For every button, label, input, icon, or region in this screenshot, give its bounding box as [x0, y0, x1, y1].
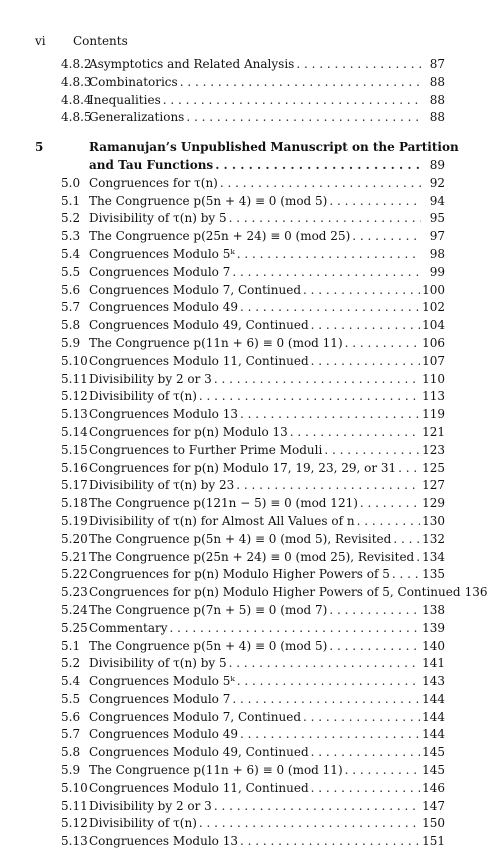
toc-entry: [35, 602, 445, 620]
toc-entry: [35, 56, 445, 74]
entry-title: The Congruence p(25n + 24) ≡ 0 (mod 25): [89, 229, 351, 244]
entry-number: 5.20: [61, 531, 88, 546]
entry-number: 5.8: [61, 318, 81, 333]
entry-title: The Congruence p(5n + 4) ≡ 0 (mod 5), Revisited: [89, 531, 392, 546]
table-of-contents: [35, 56, 488, 851]
toc-entry: [35, 371, 445, 389]
entry-page: 87: [429, 57, 445, 71]
toc-entry: [35, 566, 445, 584]
dot-leader: [324, 442, 420, 460]
toc-entry: [35, 513, 445, 531]
dot-leader: [237, 673, 420, 691]
entry-number: 5.7: [61, 300, 81, 315]
entry-number: 5.19: [61, 513, 88, 528]
entry-title: Congruences Modulo 49: [89, 300, 238, 315]
dot-leader: [416, 549, 420, 567]
dot-leader: [236, 477, 420, 495]
entry-title: Generalizations: [89, 110, 185, 125]
dot-leader: [186, 109, 421, 127]
entry-title: Congruences Modulo 49, Continued: [89, 318, 309, 333]
dot-leader: [220, 175, 421, 193]
toc-entry: [35, 175, 445, 193]
entry-title: Congruences Modulo 5ᵏ: [89, 674, 235, 689]
dot-leader: [311, 353, 420, 371]
entry-title: Divisibility of τ(n): [89, 389, 197, 404]
entry-title: Divisibility of τ(n): [89, 816, 197, 831]
toc-entry: [35, 726, 445, 744]
entry-title: Congruences Modulo 7: [89, 264, 231, 279]
toc-entry: [35, 442, 445, 460]
entry-number: 5.6: [61, 282, 81, 297]
dot-leader: [345, 762, 420, 780]
entry-page: 107: [422, 353, 445, 368]
entry-page: 138: [422, 602, 445, 617]
entry-title: Congruences Modulo 5ᵏ: [89, 246, 235, 261]
entry-number: 4.8.2: [61, 57, 92, 71]
entry-title: Divisibility of τ(n) by 23: [89, 478, 235, 493]
toc-entry: [35, 406, 445, 424]
chapter-title-line2: and Tau Functions: [89, 157, 214, 172]
entry-number: 5.23: [61, 585, 88, 600]
dot-leader: [229, 210, 421, 228]
entry-page: 136: [464, 585, 488, 600]
dot-leader: [240, 406, 420, 424]
entry-page: 125: [422, 460, 445, 475]
entry-number: 5.15: [61, 442, 88, 457]
entry-number: 5.5: [61, 691, 81, 706]
entry-number: 5.4: [61, 674, 81, 689]
toc-entry: [35, 246, 445, 264]
entry-number: 5.1: [61, 193, 81, 208]
entry-page: 123: [422, 442, 445, 457]
entry-title: The Congruence p(25n + 24) ≡ 0 (mod 25), Revisited: [89, 549, 415, 564]
dot-leader: [290, 424, 420, 442]
entry-page: 144: [422, 727, 445, 742]
entry-page: 141: [422, 656, 445, 671]
entry-number: 5.0: [61, 175, 81, 190]
entry-number: 5.6: [61, 709, 81, 724]
toc-entry: [35, 673, 445, 691]
chapter-heading-line2: [35, 157, 445, 175]
entry-number: 4.8.4: [61, 92, 92, 107]
entry-number: 4.8.3: [61, 74, 92, 89]
dot-leader: [352, 228, 421, 246]
dot-leader: [180, 74, 421, 92]
entry-page: 143: [422, 674, 445, 689]
entry-number: 5.11: [61, 371, 88, 386]
dot-leader: [229, 655, 420, 673]
entry-title: Congruences for τ(n): [89, 175, 218, 190]
toc-entry: [35, 798, 445, 816]
toc-entry: [35, 109, 445, 127]
entry-number: 5.22: [61, 567, 88, 582]
entry-number: 5.4: [61, 246, 81, 261]
dot-leader: [392, 566, 420, 584]
dot-leader: [345, 335, 420, 353]
entry-page: 100: [422, 282, 445, 297]
entry-title: Congruences for p(n) Modulo 13: [89, 424, 288, 439]
entry-page: 102: [422, 300, 445, 315]
dot-leader: [303, 709, 420, 727]
dot-leader: [163, 92, 421, 110]
entry-page: 139: [422, 620, 445, 635]
dot-leader: [214, 798, 420, 816]
entry-title: Divisibility of τ(n) by 5: [89, 211, 227, 226]
entry-number: 5.13: [61, 834, 88, 849]
entry-title: Congruences Modulo 13: [89, 407, 238, 422]
entry-page: 147: [422, 798, 445, 813]
chapter-title-line1: Ramanujan’s Unpublished Manuscript on the Partition: [89, 140, 459, 155]
entry-page: 130: [422, 513, 445, 528]
toc-entry: [35, 353, 445, 371]
toc-entry: [35, 282, 445, 300]
entry-page: 121: [422, 424, 445, 439]
entry-title: Congruences Modulo 13: [89, 834, 238, 849]
entry-number: 5.7: [61, 727, 81, 742]
entry-number: 5.1: [61, 638, 81, 653]
entry-page: 127: [422, 478, 445, 493]
entry-page: 97: [429, 229, 445, 244]
dot-leader: [329, 602, 420, 620]
toc-entry: [35, 638, 445, 656]
toc-entry: [35, 335, 445, 353]
toc-entry: [35, 709, 445, 727]
entry-title: Asymptotics and Related Analysis: [89, 57, 295, 71]
entry-page: 110: [422, 371, 445, 386]
entry-page: 140: [422, 638, 445, 653]
entry-page: 95: [429, 211, 445, 226]
entry-number: 5.12: [61, 816, 88, 831]
entry-number: 5.14: [61, 424, 88, 439]
toc-entry: [35, 495, 445, 513]
toc-entry: [35, 655, 445, 673]
entry-page: 104: [422, 318, 445, 333]
toc-entry: [35, 210, 445, 228]
entry-page: 92: [429, 175, 445, 190]
entry-page: 150: [422, 816, 445, 831]
dot-leader: [311, 780, 420, 798]
entry-number: 4.8.5: [61, 110, 92, 125]
toc-entry: [35, 92, 445, 110]
entry-title: The Congruence p(11n + 6) ≡ 0 (mod 11): [89, 763, 343, 778]
dot-leader: [360, 495, 420, 513]
dot-leader: [170, 620, 421, 638]
entry-page: 88: [429, 74, 445, 89]
entry-page: 134: [422, 549, 445, 564]
toc-entry: [35, 74, 445, 92]
dot-leader: [311, 744, 420, 762]
entry-page: 145: [422, 745, 445, 760]
toc-entry: [35, 833, 445, 851]
entry-title: Congruences for p(n) Modulo 17, 19, 23, 29, or 31: [89, 460, 397, 475]
chapter-heading: [35, 139, 459, 157]
entry-title: Combinatorics: [89, 74, 178, 89]
entry-number: 5.5: [61, 264, 81, 279]
entry-title: Congruences Modulo 49, Continued: [89, 745, 309, 760]
chapter-number: 5: [35, 140, 44, 155]
entry-number: 5.10: [61, 353, 88, 368]
entry-number: 5.12: [61, 389, 88, 404]
toc-entry: [35, 549, 445, 567]
toc-entry: [35, 691, 445, 709]
entry-page: 135: [422, 567, 445, 582]
dot-leader: [237, 246, 421, 264]
toc-entry: [35, 762, 445, 780]
entry-title: Divisibility of τ(n) for Almost All Values of n: [89, 513, 355, 528]
dot-leader: [329, 193, 421, 211]
dot-leader: [232, 691, 420, 709]
dot-leader: [398, 460, 420, 478]
entry-title: Congruences to Further Prime Moduli: [89, 442, 323, 457]
entry-title: Congruences for p(n) Modulo Higher Powers of 5, Continued: [89, 585, 461, 600]
dot-leader: [393, 531, 420, 549]
entry-number: 5.11: [61, 798, 88, 813]
entry-page: 106: [422, 335, 445, 350]
entry-number: 5.2: [61, 656, 81, 671]
entry-title: Commentary: [89, 620, 168, 635]
toc-entry: [35, 193, 445, 211]
entry-title: Divisibility by 2 or 3: [89, 798, 212, 813]
entry-number: 5.17: [61, 478, 88, 493]
entry-title: The Congruence p(7n + 5) ≡ 0 (mod 7): [89, 602, 328, 617]
entry-number: 5.16: [61, 460, 88, 475]
toc-entry: [35, 424, 445, 442]
entry-number: 5.8: [61, 745, 81, 760]
entry-number: 5.18: [61, 496, 88, 511]
entry-number: 5.24: [61, 602, 88, 617]
toc-entry: [35, 264, 445, 282]
entry-page: 99: [429, 264, 445, 279]
toc-entry: [35, 620, 445, 638]
toc-entry: [35, 531, 445, 549]
entry-title: The Congruence p(5n + 4) ≡ 0 (mod 5): [89, 638, 328, 653]
entry-number: 5.21: [61, 549, 88, 564]
entry-page: 144: [422, 691, 445, 706]
entry-page: 88: [429, 110, 445, 125]
toc-entry: [35, 815, 445, 833]
entry-page: 94: [429, 193, 445, 208]
entry-number: 5.25: [61, 620, 88, 635]
dot-leader: [357, 513, 421, 531]
entry-title: Congruences Modulo 11, Continued: [89, 353, 309, 368]
entry-page: 151: [422, 834, 445, 849]
dot-leader: [240, 833, 420, 851]
entry-number: 5.13: [61, 407, 88, 422]
entry-title: Inequalities: [89, 92, 161, 107]
entry-title: Congruences for p(n) Modulo Higher Powers of 5: [89, 567, 390, 582]
toc-entry: [35, 780, 445, 798]
dot-leader: [199, 388, 420, 406]
dot-leader: [232, 264, 421, 282]
toc-entry: [35, 317, 445, 335]
entry-page: 144: [422, 709, 445, 724]
page-number: vi: [35, 34, 46, 48]
entry-title: Congruences Modulo 11, Continued: [89, 780, 309, 795]
entry-page: 98: [429, 246, 445, 261]
entry-number: 5.3: [61, 229, 81, 244]
entry-number: 5.2: [61, 211, 81, 226]
entry-title: Congruences Modulo 7: [89, 691, 231, 706]
header-title: Contents: [73, 34, 128, 48]
toc-entry: [35, 299, 445, 317]
entry-page: 129: [422, 496, 445, 511]
entry-number: 5.9: [61, 763, 81, 778]
toc-entry: [35, 477, 445, 495]
entry-title: Congruences Modulo 49: [89, 727, 238, 742]
running-header: [35, 34, 128, 48]
entry-page: 146: [422, 780, 445, 795]
toc-entry: [35, 388, 445, 406]
entry-title: Congruences Modulo 7, Continued: [89, 709, 302, 724]
entry-title: The Congruence p(11n + 6) ≡ 0 (mod 11): [89, 335, 343, 350]
dot-leader: [240, 726, 420, 744]
entry-title: The Congruence p(121n − 5) ≡ 0 (mod 121): [89, 496, 358, 511]
dot-leader: [303, 282, 420, 300]
entry-title: The Congruence p(5n + 4) ≡ 0 (mod 5): [89, 193, 328, 208]
toc-entry: [35, 744, 445, 762]
entry-page: 145: [422, 763, 445, 778]
dot-leader: [199, 815, 420, 833]
entry-page: 88: [429, 92, 445, 107]
chapter-page: 89: [429, 157, 445, 172]
entry-page: 119: [422, 407, 445, 422]
top-entries: [35, 56, 445, 127]
entry-number: 5.9: [61, 335, 81, 350]
entry-page: 113: [422, 389, 445, 404]
dot-leader: [240, 299, 420, 317]
dot-leader: [329, 638, 420, 656]
section-entries: [35, 175, 488, 851]
entry-title: Congruences Modulo 7, Continued: [89, 282, 302, 297]
dot-leader: [214, 371, 420, 389]
toc-entry: [35, 584, 488, 602]
dot-leader: [311, 317, 420, 335]
entry-title: Divisibility by 2 or 3: [89, 371, 212, 386]
toc-entry: [35, 460, 445, 478]
entry-title: Divisibility of τ(n) by 5: [89, 656, 227, 671]
entry-number: 5.10: [61, 780, 88, 795]
entry-page: 132: [422, 531, 445, 546]
toc-entry: [35, 228, 445, 246]
dot-leader: [296, 56, 421, 74]
